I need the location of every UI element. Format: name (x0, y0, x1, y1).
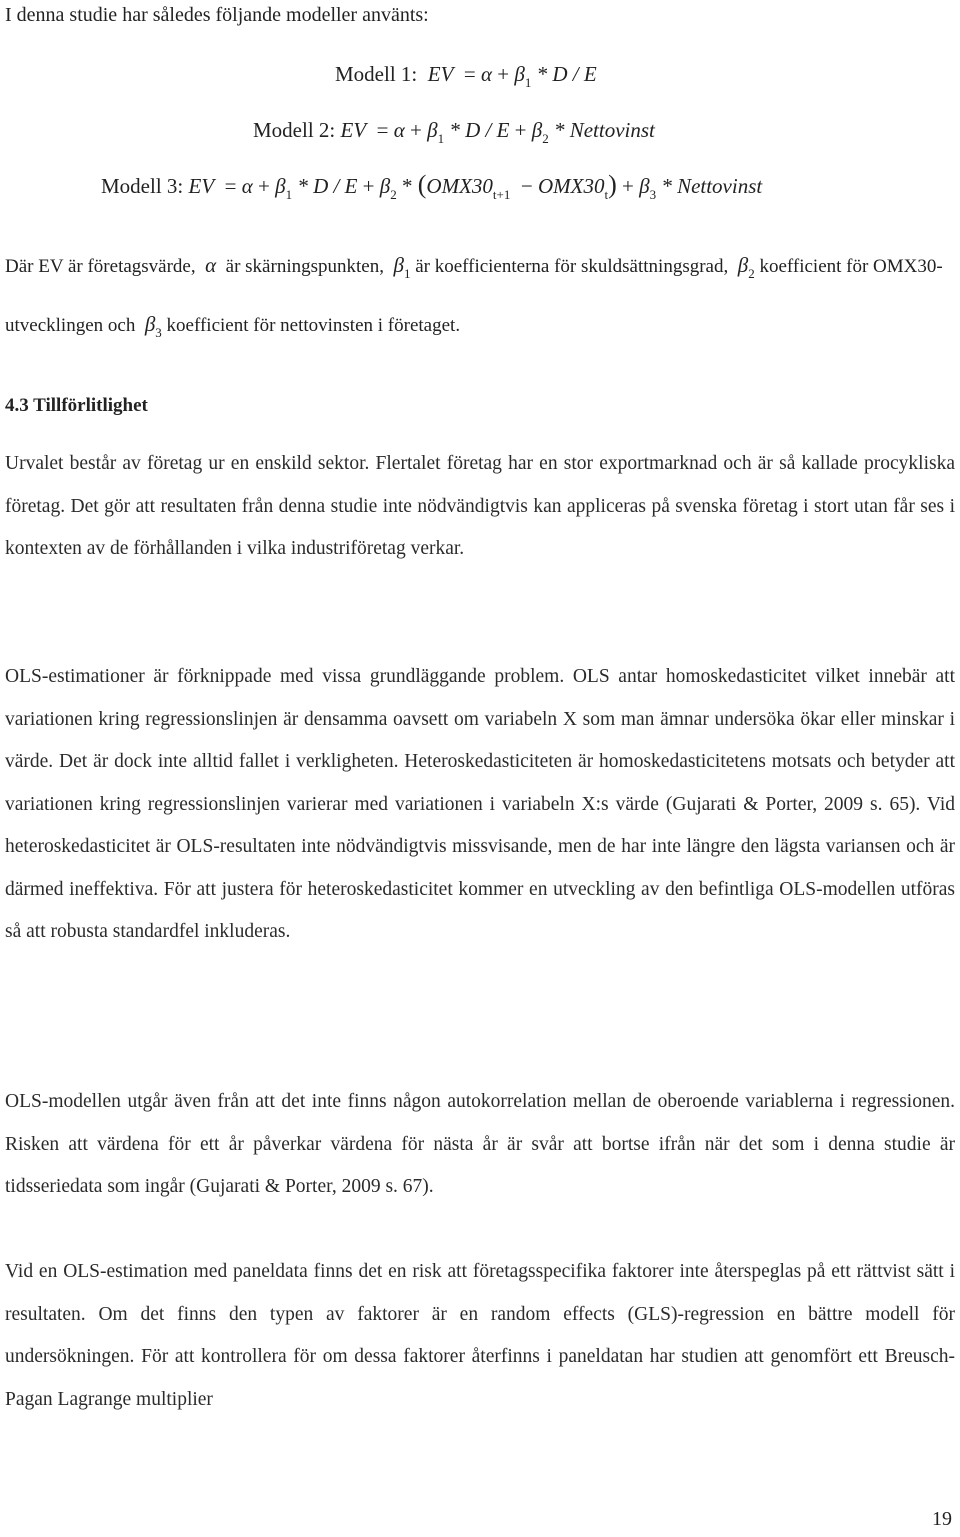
formula-beta: β (275, 174, 286, 198)
formula-term: * Nettovinst (661, 174, 763, 198)
formula-label: Modell 2: (253, 118, 336, 142)
formula-sub: 3 (649, 187, 657, 202)
formula-beta: β (379, 174, 391, 198)
formula-eq: = (224, 174, 237, 198)
formula-model-3 (101, 170, 762, 203)
formula-plus: + (410, 118, 422, 142)
formula-sub: t (604, 187, 609, 202)
formula-minus: − (520, 174, 533, 198)
formula-alpha: α (481, 62, 493, 86)
formula-beta: β (514, 62, 525, 86)
alpha-symbol: α (205, 253, 217, 277)
formula-left-paren: ( (417, 170, 427, 199)
formula-beta: β (531, 118, 543, 142)
formula-sub: t+1 (492, 187, 511, 202)
formula-sub: 2 (390, 187, 397, 202)
formula-eq: = (463, 62, 476, 86)
defs-sub: 3 (155, 325, 162, 340)
formula-alpha: α (393, 118, 405, 142)
formula-model-2 (253, 118, 655, 147)
paragraph: Vid en OLS-estimation med paneldata finns det en risk att företagsspecifika faktorer inte återspeglas på ett rättvist sätt i resultaten. Om det finns den typen av faktorer är en random effects (GLS)-regression en bättre modell för undersökningen. För att kontrollera för om dessa faktorer återfinns i paneldatan har studien att genomfört ett Breusch-Pagan Lagrange multiplier (5, 1261, 955, 1410)
defs-text: koefficient för OMX30-utvecklingen och (5, 256, 943, 336)
formula-sub: 1 (285, 187, 293, 202)
formula-right-paren: ) (608, 170, 617, 199)
formula-plus: + (622, 174, 634, 198)
formula-sub: 2 (542, 131, 549, 146)
defs-text: Där EV är företagsvärde, (5, 256, 196, 277)
formula-omx: OMX30 (426, 174, 493, 198)
formula-beta: β (639, 174, 650, 198)
formula-label: Modell 3: (101, 174, 184, 198)
formula-eq: = (376, 118, 389, 142)
defs-sub: 1 (403, 266, 411, 281)
formula-term: * D / E (297, 174, 358, 198)
formula-plus: + (514, 118, 527, 142)
formula-sub: 1 (524, 75, 532, 90)
formula-plus: + (362, 174, 375, 198)
defs-sub: 2 (748, 266, 755, 281)
defs-text: koefficient för nettovinsten i företaget. (166, 315, 461, 336)
formula-sub: 1 (437, 131, 445, 146)
formula-plus: + (258, 174, 270, 198)
variable-definitions (5, 240, 955, 358)
formula-term: * D / E (536, 62, 597, 86)
paragraph: Urvalet består av företag ur en enskild sektor. Flertalet företag har en stor exportmarknad och är så kallade procykliska företag. Det gör att resultaten från denna studie inte nödvändigtvis kan appliceras på svenska företag i stort utan får ses i kontexten av de förhållanden i vilka industriföretag verkar. (5, 453, 955, 559)
section-heading: 4.3 Tillförlitlighet (5, 395, 148, 416)
beta-symbol: β (393, 253, 404, 277)
formula-term: * Nettovinst (553, 118, 655, 142)
formula-ev: EV (427, 62, 454, 86)
formula-alpha: α (241, 174, 253, 198)
intro-text: I denna studie har således följande modeller använts: (5, 4, 429, 26)
formula-beta: β (427, 118, 438, 142)
defs-text: är skärningspunkten, (225, 256, 384, 277)
defs-text: är koefficienterna för skuldsättningsgrad, (415, 256, 729, 277)
formula-omx: OMX30 (537, 174, 605, 198)
formula-ev: EV (188, 174, 215, 198)
formula-model-1 (335, 62, 597, 91)
formula-label: Modell 1: (335, 62, 418, 86)
formula-term: * D / E (449, 118, 510, 142)
paragraph: OLS-modellen utgår även från att det inte finns någon autokorrelation mellan de oberoende variablerna i regressionen. Risken att värdena för ett år påverkar värdena för nästa år är svår att bortse ifrån när det som i denna studie är tidsseriedata som ingår (Gujarati & Porter, 2009 s. 67). (5, 1091, 955, 1197)
beta-symbol: β (737, 253, 749, 277)
formula-ev: EV (340, 118, 367, 142)
formula-star: * (401, 174, 413, 198)
beta-symbol: β (144, 312, 156, 336)
paragraph: OLS-estimationer är förknippade med vissa grundläggande problem. OLS antar homoskedasticitet vilket innebär att variationen kring regressionslinjen är densamma oavsett om variabeln X som man ämnar undersöka ökar eller minskar i värde. Det är dock inte alltid fallet i verkligheten. Heteroskedasticiteten är homoskedasticitetens motsats och betyder att variationen kring regressionslinjen varierar med variationen i variabeln X:s värde (Gujarati & Porter, 2009 s. 65). Vid heteroskedasticitet är OLS-resultaten inte nödvändigtvis missvisande, men de har inte längre den lägsta variansen och är därmed ineffektiva. För att justera för heteroskedasticitet kommer en utveckling av den befintliga OLS-modellen utföras så att robusta standardfel inkluderas. (5, 666, 955, 942)
formula-plus: + (497, 62, 510, 86)
page-number: 19 (932, 1508, 952, 1530)
